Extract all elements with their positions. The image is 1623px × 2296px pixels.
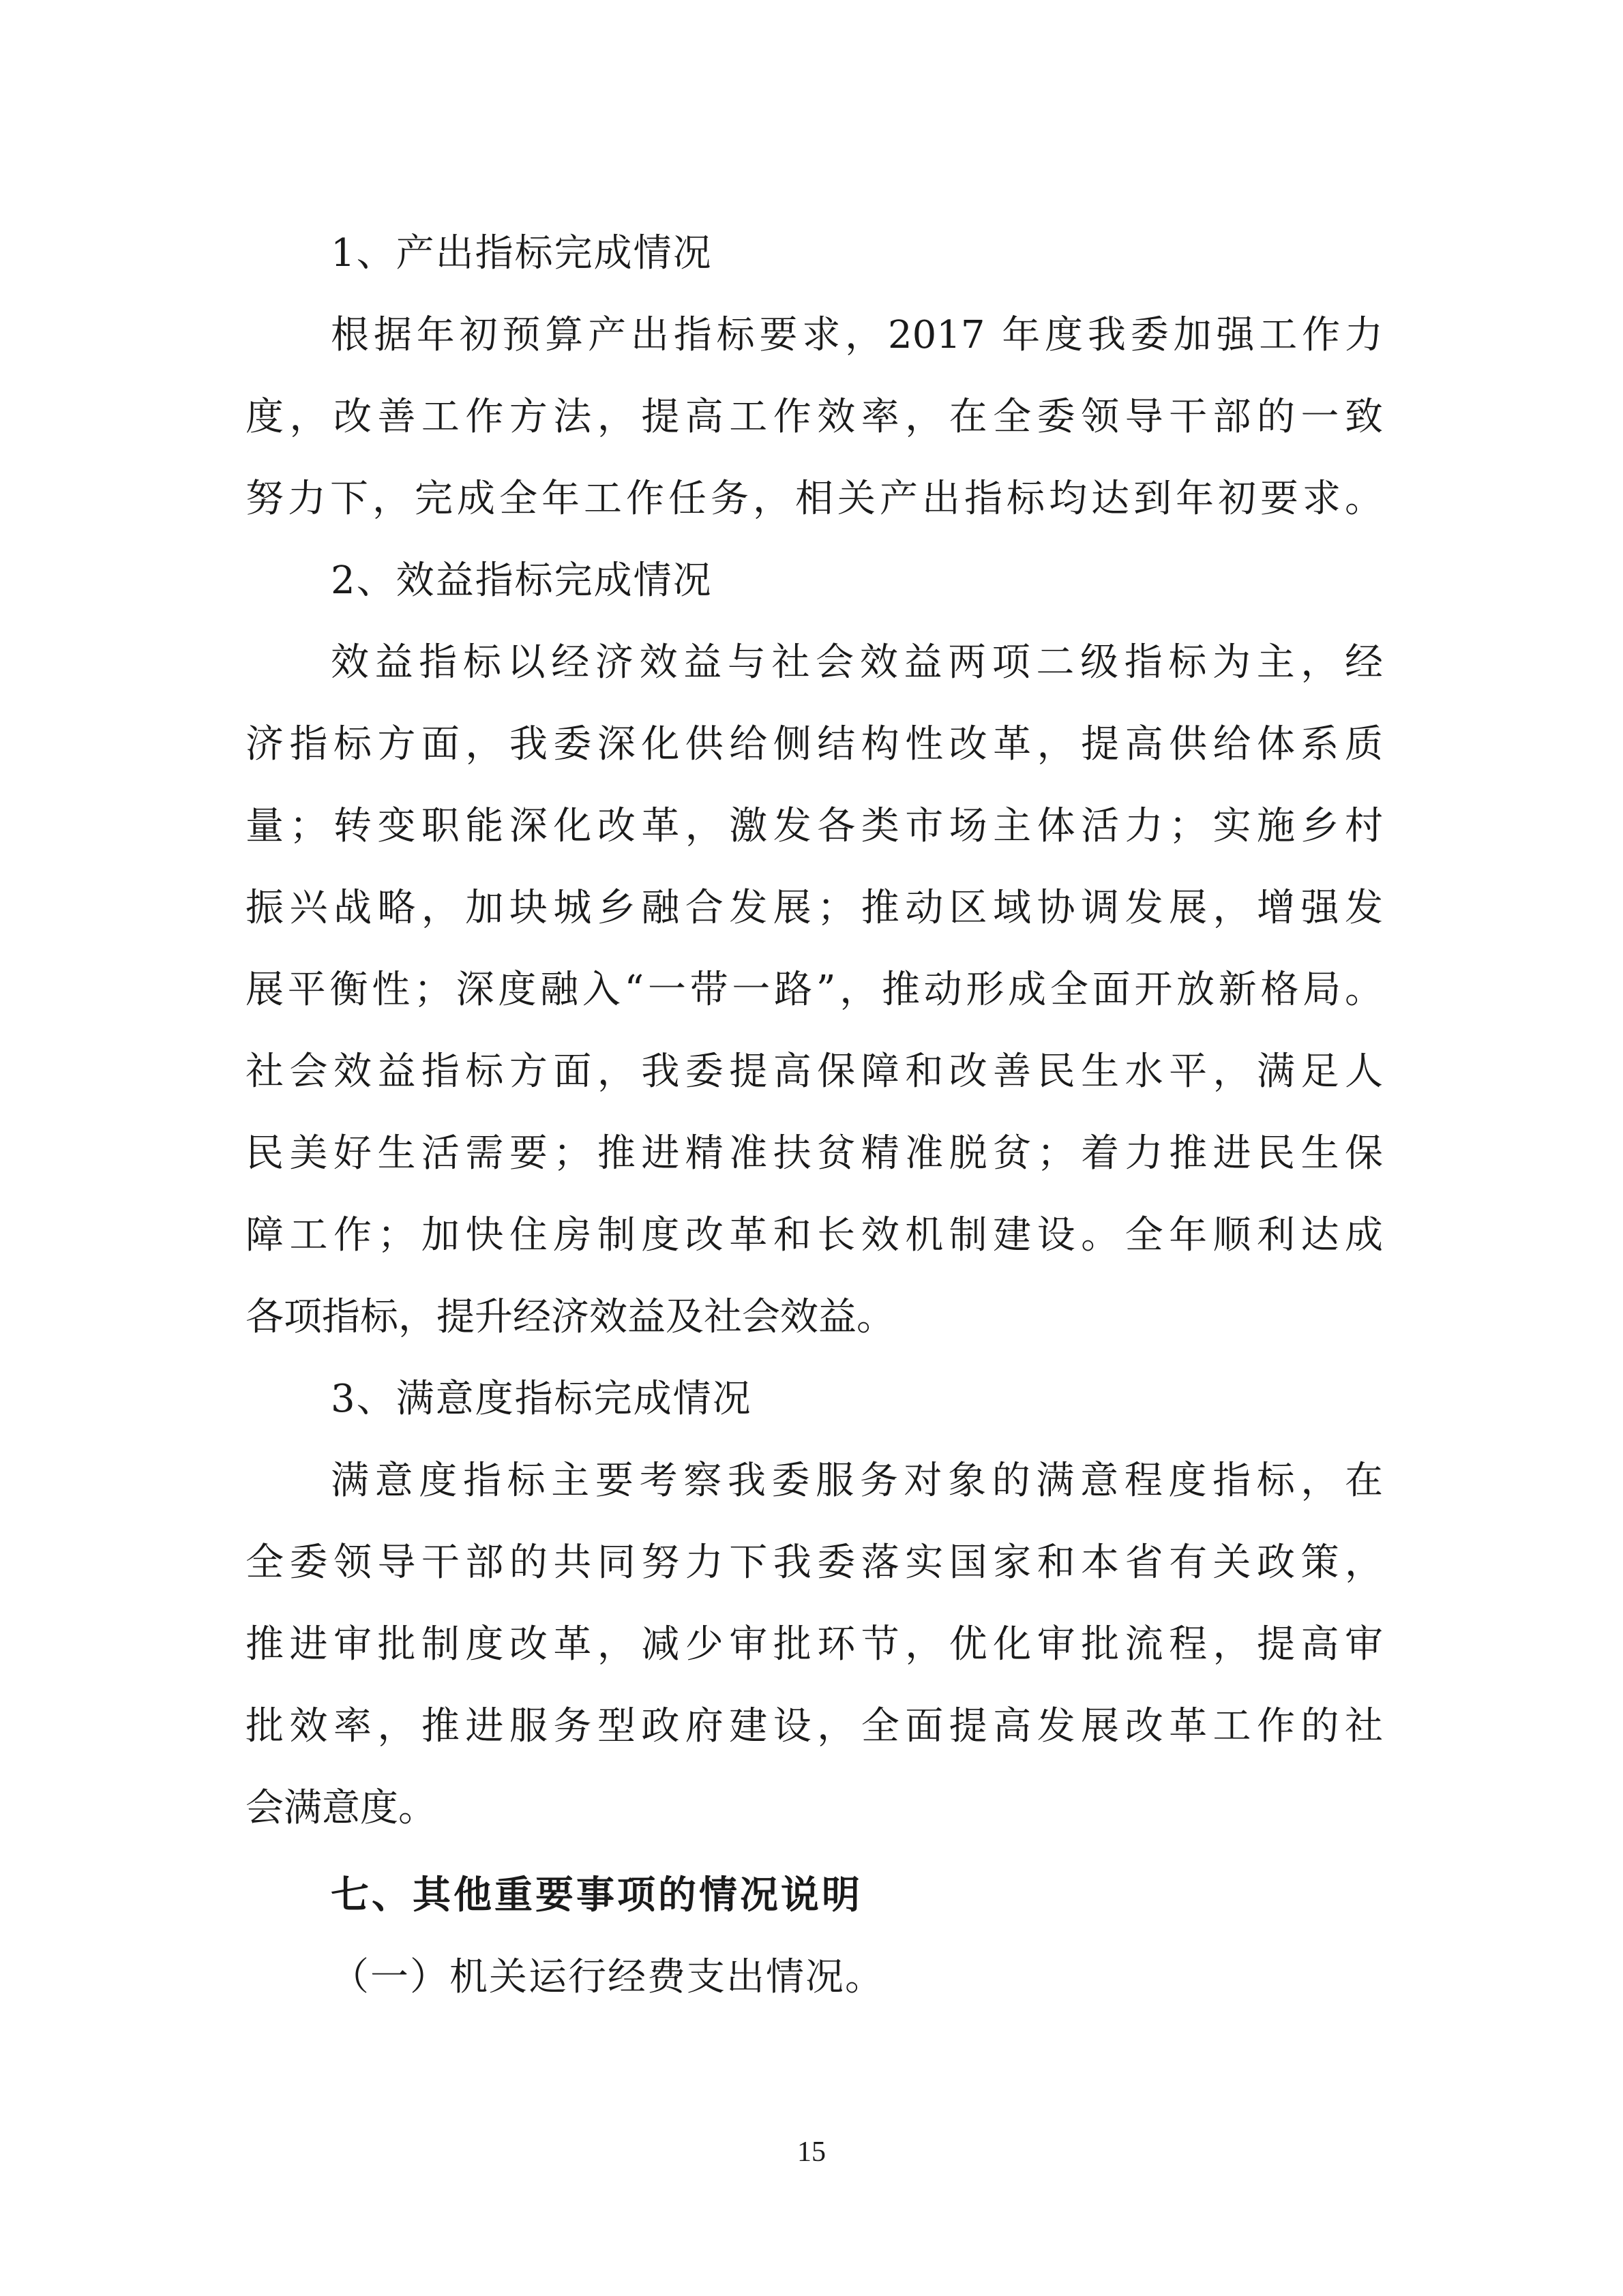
paragraph-line: 会满意度。 <box>245 1786 436 1830</box>
section-heading-satisfaction-indicators: 3、满意度指标完成情况 <box>331 1377 752 1421</box>
paragraph-line: 根据年初预算产出指标要求，2017 年度我委加强工作力 <box>331 313 1383 357</box>
paragraph-line: 满意度指标主要考察我委服务对象的满意程度指标，在 <box>331 1459 1383 1503</box>
paragraph-line: 度，改善工作方法，提高工作效率，在全委领导干部的一致 <box>245 395 1383 439</box>
section-heading-output-indicators: 1、产出指标完成情况 <box>331 231 713 275</box>
subsection-heading-operating-expenses: （一）机关运行经费支出情况。 <box>331 1955 884 1999</box>
paragraph-line: 振兴战略，加块城乡融合发展；推动区域协调发展，增强发 <box>245 886 1383 930</box>
paragraph-line: 全委领导干部的共同努力下我委落实国家和本省有关政策， <box>245 1540 1383 1585</box>
paragraph-line: 量；转变职能深化改革，激发各类市场主体活力；实施乡村 <box>245 804 1383 848</box>
section-heading-other-matters: 七、其他重要事项的情况说明 <box>331 1873 863 1918</box>
paragraph-line: 推进审批制度改革，减少审批环节，优化审批流程，提高审 <box>245 1622 1383 1667</box>
paragraph-line: 社会效益指标方面，我委提高保障和改善民生水平，满足人 <box>245 1049 1383 1094</box>
section-heading-benefit-indicators: 2、效益指标完成情况 <box>331 558 713 603</box>
page-number: 15 <box>797 2136 826 2168</box>
paragraph-line: 展平衡性；深度融入“一带一路”，推动形成全面开放新格局。 <box>245 968 1383 1012</box>
paragraph-line: 批效率，推进服务型政府建设，全面提高发展改革工作的社 <box>245 1704 1383 1748</box>
paragraph-line: 民美好生活需要；推进精准扶贫精准脱贫；着力推进民生保 <box>245 1131 1383 1176</box>
paragraph-line: 效益指标以经济效益与社会效益两项二级指标为主，经 <box>331 640 1383 685</box>
paragraph-line: 济指标方面，我委深化供给侧结构性改革，提高供给体系质 <box>245 722 1383 766</box>
document-body <box>245 213 1383 2018</box>
paragraph-line: 各项指标，提升经济效益及社会效益。 <box>245 1295 895 1339</box>
paragraph-line: 努力下，完成全年工作任务，相关产出指标均达到年初要求。 <box>245 477 1383 521</box>
paragraph-line: 障工作；加快住房制度改革和长效机制建设。全年顺利达成 <box>245 1213 1383 1257</box>
